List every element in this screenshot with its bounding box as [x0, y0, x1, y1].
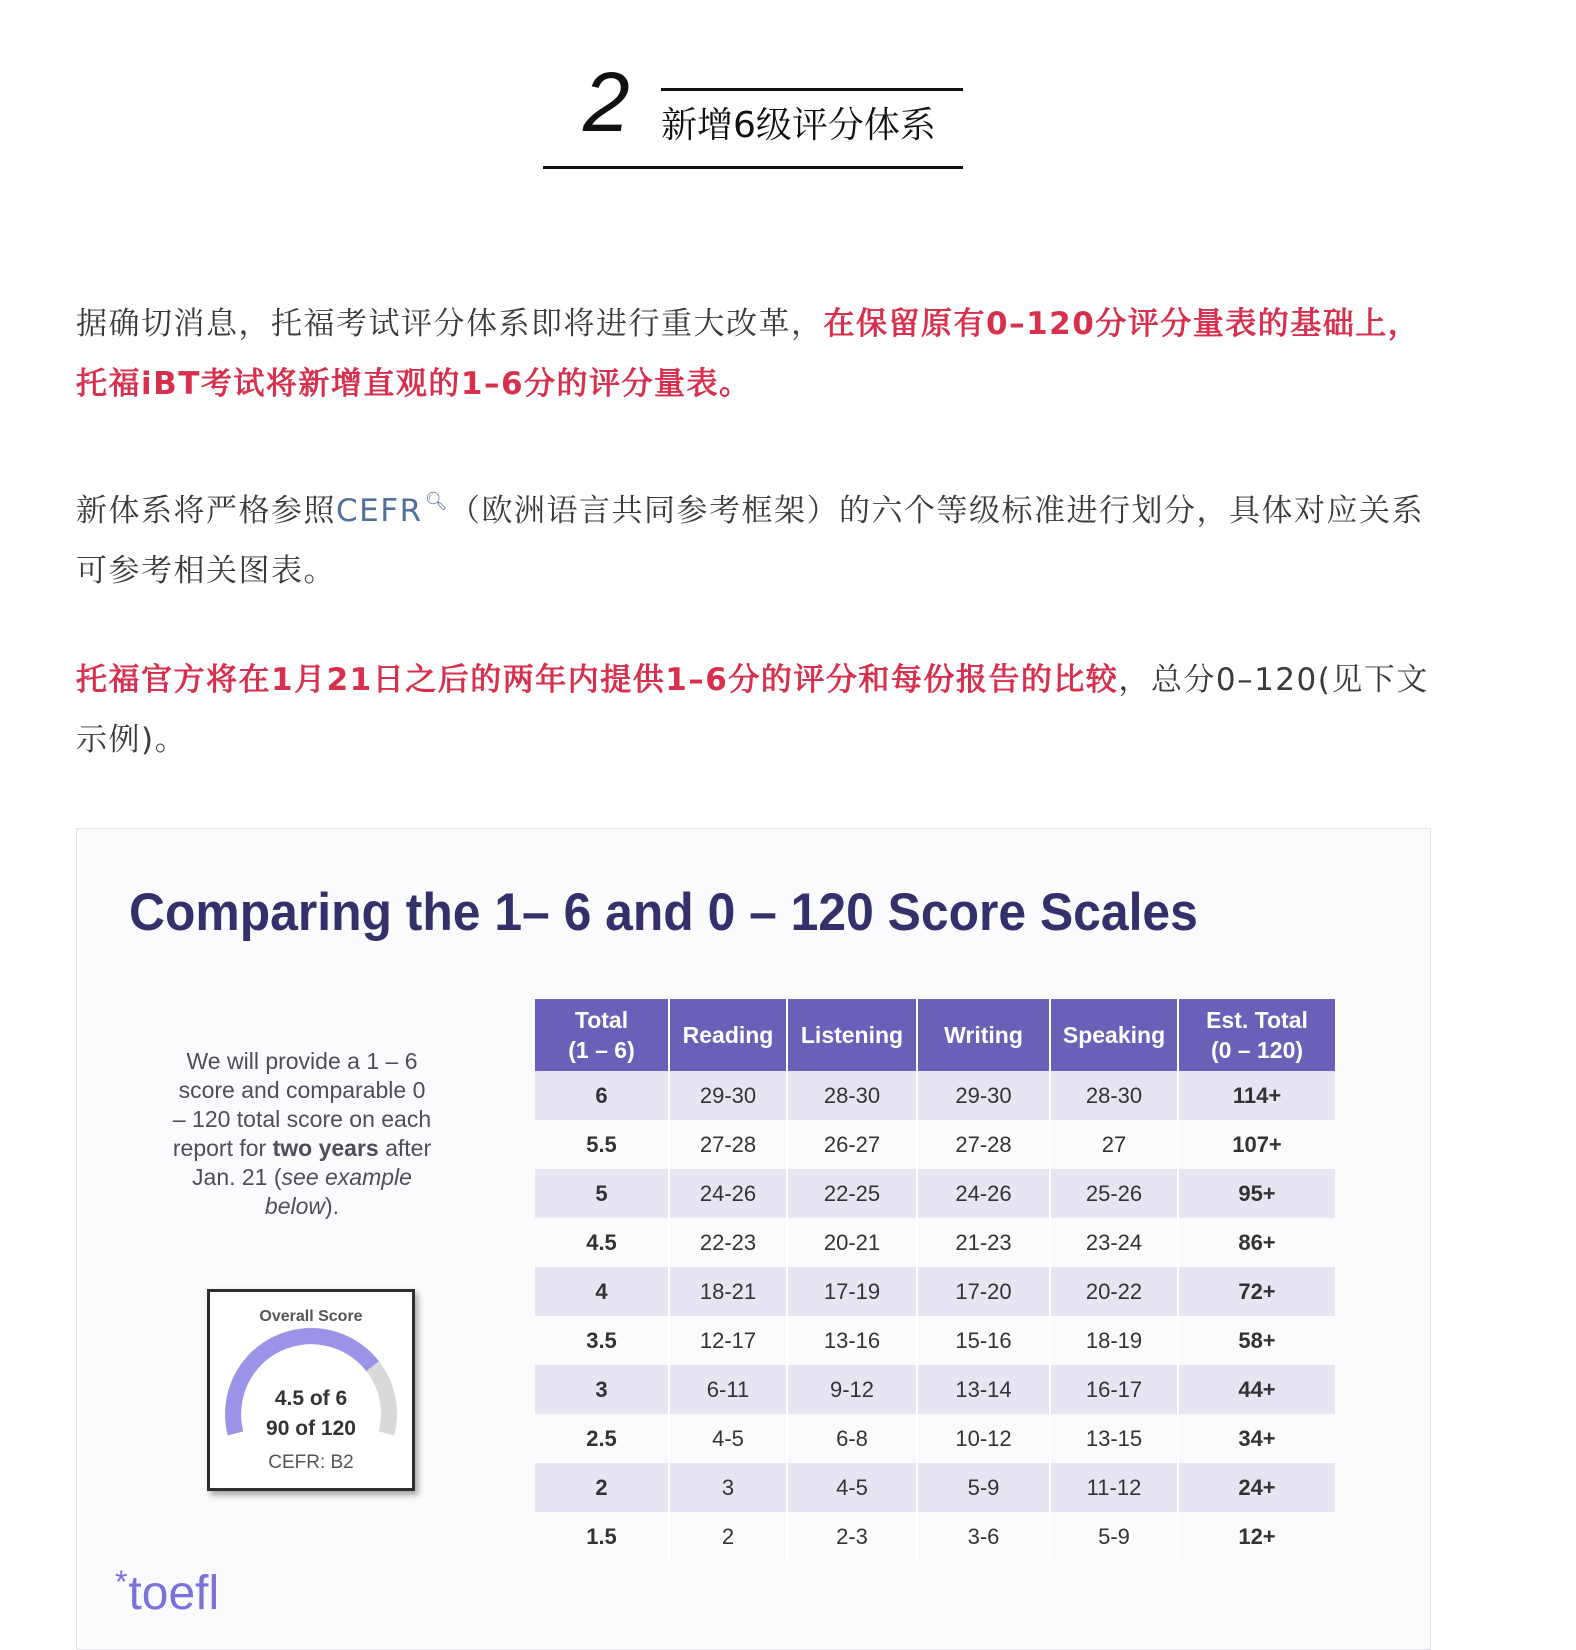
search-icon[interactable]: 🔍︎: [424, 491, 449, 512]
table-row: [535, 1120, 1335, 1169]
cell-total: 5: [535, 1169, 669, 1218]
cell-est-total: 107+: [1178, 1120, 1335, 1169]
cell-listening: 4-5: [787, 1463, 917, 1512]
slide-note: [172, 1047, 432, 1221]
col-header-total: [535, 999, 669, 1071]
cell-speaking: 25-26: [1050, 1169, 1178, 1218]
logo-text: toefl: [128, 1567, 220, 1620]
paragraph-cefr-text-before: 新体系将严格参照: [76, 493, 336, 529]
col-header-line: (0 – 120): [1210, 1037, 1304, 1063]
cell-listening: 13-16: [787, 1316, 917, 1365]
section-header: [543, 55, 963, 172]
cell-writing: 5-9: [917, 1463, 1050, 1512]
cell-writing: 15-16: [917, 1316, 1050, 1365]
paragraph-cefr: [76, 472, 1436, 601]
table-row: [535, 1512, 1335, 1561]
cell-total: 2.5: [586, 1425, 617, 1451]
cell-listening: 22-25: [787, 1169, 917, 1218]
cell-total: 4.5: [586, 1229, 617, 1255]
paragraph-official-text: ，总分0–120(见下文示例)。: [76, 662, 1429, 758]
score-card-values: [210, 1384, 412, 1444]
slide-note-part1: We will provide a 1 – 6 score and comparable 0 – 120 total score on each report for: [172, 1048, 432, 1161]
cell-total: 3: [535, 1365, 669, 1414]
cell-writing: 27-28: [917, 1120, 1050, 1169]
cell-speaking: 13-15: [1050, 1414, 1178, 1463]
paragraph-intro-highlight: 在保留原有0–120分评分量表的基础上，托福iBT考试将新增直观的1–6分的评分量表。: [76, 306, 1421, 402]
cell-listening: 9-12: [787, 1365, 917, 1414]
table-row: [535, 1071, 1335, 1120]
cell-reading: 6-11: [669, 1365, 787, 1414]
table-row: [535, 1414, 1335, 1463]
cell-listening: 2-3: [787, 1512, 917, 1561]
cell-est-total: 114+: [1178, 1071, 1335, 1120]
score-comparison-image[interactable]: [76, 828, 1431, 1650]
cell-est-total: 95+: [1178, 1169, 1335, 1218]
cell-reading: 29-30: [669, 1071, 787, 1120]
score-table: [535, 999, 1335, 1561]
cell-listening: 28-30: [787, 1071, 917, 1120]
cell-listening: 17-19: [787, 1267, 917, 1316]
cell-writing: 10-12: [917, 1414, 1050, 1463]
cell-total: 1.5: [586, 1523, 617, 1549]
cell-reading: 27-28: [669, 1120, 787, 1169]
score-card-label: Overall Score: [259, 1308, 363, 1325]
paragraph-intro: [76, 294, 1436, 414]
cell-reading: 3: [669, 1463, 787, 1512]
cefr-link[interactable]: CEFR: [336, 493, 423, 529]
cell-speaking: 23-24: [1050, 1218, 1178, 1267]
score-card: [207, 1289, 415, 1491]
cell-reading: 12-17: [669, 1316, 787, 1365]
cell-reading: 24-26: [669, 1169, 787, 1218]
cell-reading: 4-5: [669, 1414, 787, 1463]
col-header-line: (1 – 6): [568, 1037, 635, 1063]
table-body: [535, 1071, 1335, 1561]
cell-writing: 3-6: [917, 1512, 1050, 1561]
paragraph-official: [76, 650, 1436, 770]
table-row: [535, 1365, 1335, 1414]
slide-note-part2: after Jan. 21 (: [192, 1135, 432, 1190]
cell-listening: 20-21: [787, 1218, 917, 1267]
paragraph-official-highlight: 托福官方将在1月21日之后的两年内提供1–6分的评分和每份报告的比较: [76, 662, 1119, 698]
score-card-line2: 90 of 120: [266, 1417, 356, 1440]
col-header-listening: [787, 999, 917, 1071]
slide-note-part3: ).: [325, 1193, 340, 1219]
paragraph-cefr-text-after: （欧洲语言共同参考框架）的六个等级标准进行划分，具体对应关系可参考相关图表。: [76, 493, 1424, 589]
cell-writing: 29-30: [917, 1071, 1050, 1120]
cell-reading: 18-21: [669, 1267, 787, 1316]
cell-speaking: 27: [1050, 1120, 1178, 1169]
cell-est-total: 72+: [1178, 1267, 1335, 1316]
cell-speaking: 20-22: [1050, 1267, 1178, 1316]
cell-writing: 17-20: [917, 1267, 1050, 1316]
table-row: [535, 1316, 1335, 1365]
table-row: [535, 1218, 1335, 1267]
section-top-rule: [661, 88, 963, 91]
slide-title: Comparing the 1– 6 and 0 – 120 Score Scales: [129, 883, 1198, 942]
col-header-writing: [917, 999, 1050, 1071]
slide-note-bold: two years: [272, 1135, 379, 1161]
cell-listening: 6-8: [787, 1414, 917, 1463]
cell-total: 3.5: [586, 1327, 617, 1353]
col-header-line: Speaking: [1062, 1022, 1166, 1048]
col-header-line: Est. Total: [1206, 1007, 1308, 1033]
cell-reading: 22-23: [669, 1218, 787, 1267]
cell-total: 4: [535, 1267, 669, 1316]
toefl-logo: [115, 1557, 219, 1619]
cell-speaking: 5-9: [1050, 1512, 1178, 1561]
section-number: 2: [583, 55, 630, 149]
col-header-reading: [669, 999, 787, 1071]
table-row: [535, 1463, 1335, 1512]
cell-speaking: 11-12: [1050, 1463, 1178, 1512]
col-header-speaking: [1050, 999, 1178, 1071]
cell-reading: 2: [669, 1512, 787, 1561]
paragraph-intro-text: 据确切消息，托福考试评分体系即将进行重大改革，: [76, 306, 824, 342]
table-row: [535, 1267, 1335, 1316]
cell-est-total: 44+: [1178, 1365, 1335, 1414]
table-header-row: [535, 999, 1335, 1071]
cell-est-total: 34+: [1178, 1414, 1335, 1463]
cell-writing: 24-26: [917, 1169, 1050, 1218]
section-bottom-rule: [543, 166, 963, 169]
section-title: 新增6级评分体系: [661, 105, 936, 146]
score-card-cefr: CEFR: B2: [268, 1452, 354, 1473]
cell-total: 2: [535, 1463, 669, 1512]
col-header-est-total: [1178, 999, 1335, 1071]
slide-note-italic: see example below: [264, 1164, 412, 1219]
col-header-line: Reading: [682, 1022, 774, 1048]
cell-speaking: 16-17: [1050, 1365, 1178, 1414]
cell-listening: 26-27: [787, 1120, 917, 1169]
cell-est-total: 12+: [1178, 1512, 1335, 1561]
cell-writing: 13-14: [917, 1365, 1050, 1414]
cell-speaking: 18-19: [1050, 1316, 1178, 1365]
cell-est-total: 24+: [1178, 1463, 1335, 1512]
cell-total: 6: [535, 1071, 669, 1120]
cell-total: 5.5: [586, 1131, 617, 1157]
col-header-line: Listening: [800, 1022, 904, 1048]
cell-est-total: 58+: [1178, 1316, 1335, 1365]
cell-writing: 21-23: [917, 1218, 1050, 1267]
table-row: [535, 1169, 1335, 1218]
col-header-line: Total: [574, 1007, 629, 1033]
cell-speaking: 28-30: [1050, 1071, 1178, 1120]
col-header-line: Writing: [944, 1022, 1023, 1048]
score-card-line1: 4.5 of 6: [274, 1387, 348, 1410]
cell-est-total: 86+: [1178, 1218, 1335, 1267]
logo-star-icon: *: [115, 1564, 128, 1600]
